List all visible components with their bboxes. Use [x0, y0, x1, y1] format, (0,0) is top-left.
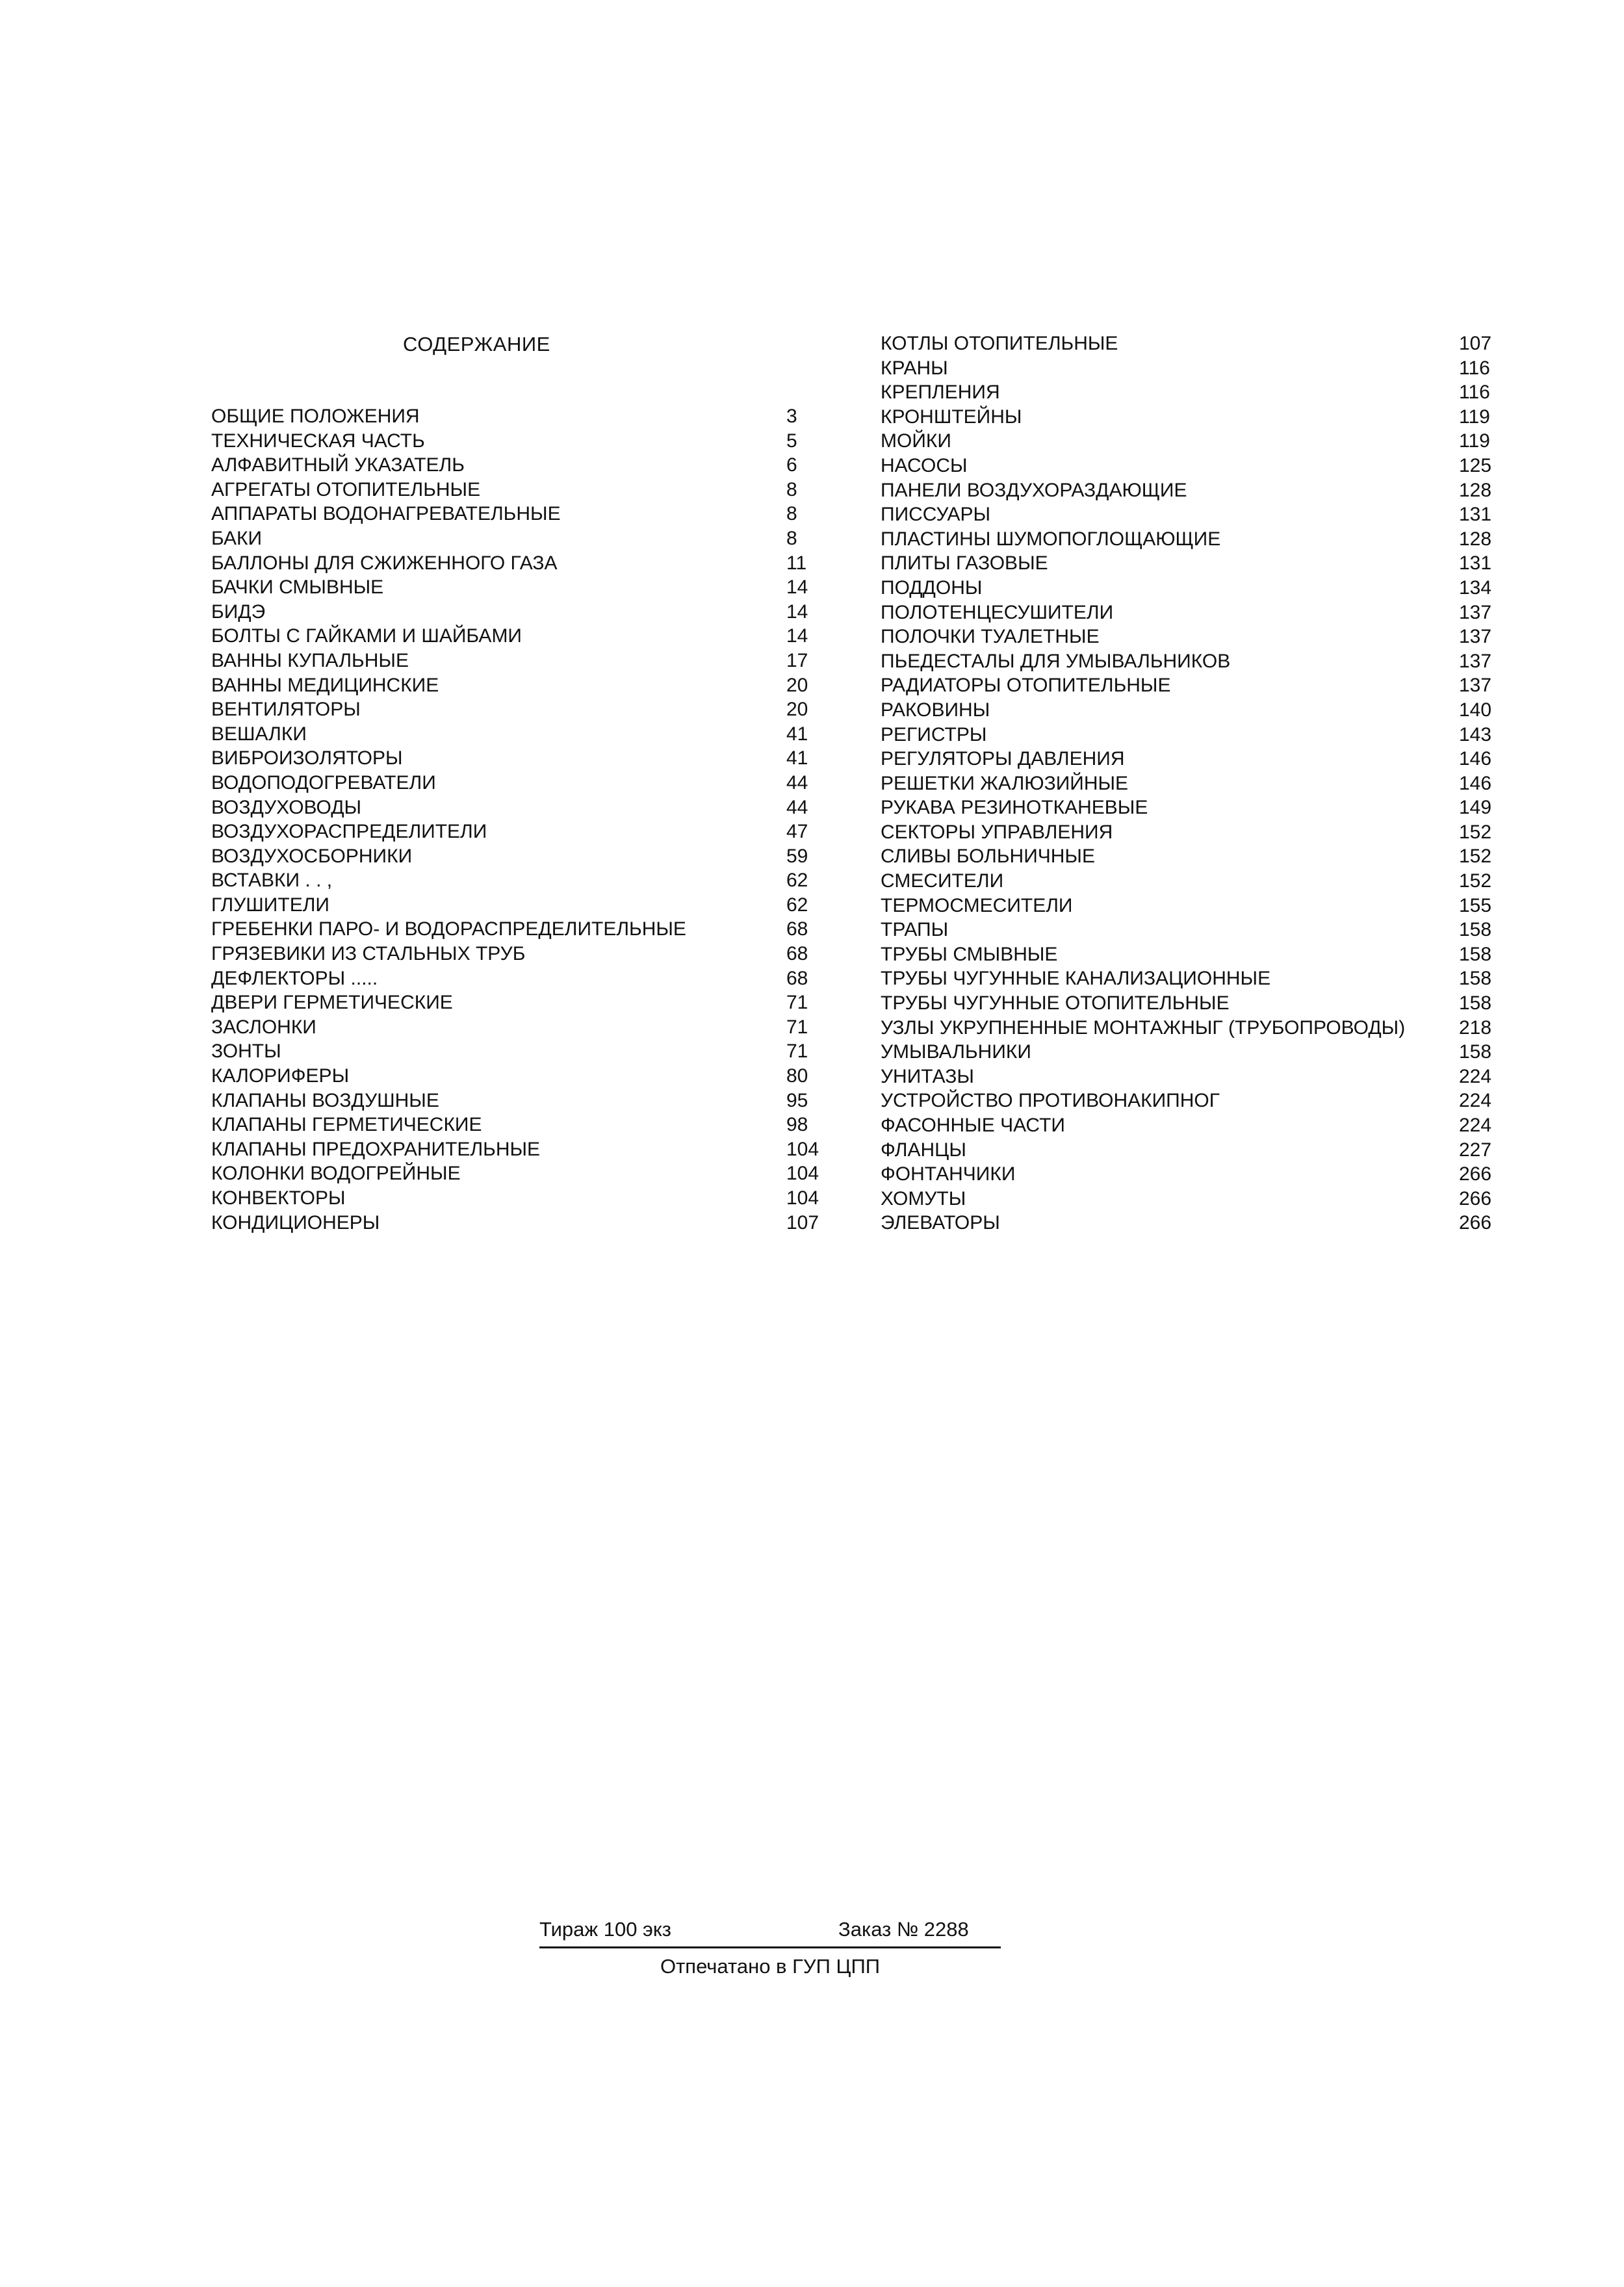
- toc-entry-title: КОЛОНКИ ВОДОГРЕЙНЫЕ: [211, 1163, 461, 1185]
- toc-entry-title: РАДИАТОРЫ ОТОПИТЕЛЬНЫЕ: [881, 675, 1171, 697]
- page-title: СОДЕРЖАНИЕ: [403, 333, 550, 355]
- toc-entry-page: 71: [786, 1016, 808, 1038]
- toc-entry: [211, 673, 835, 698]
- toc-entry-title: БАЧКИ СМЫВНЫЕ: [211, 576, 384, 599]
- toc-entry-page: 68: [786, 967, 808, 989]
- toc-entry-page: 98: [786, 1114, 808, 1136]
- toc-entry-page: 47: [786, 821, 808, 843]
- toc-right-column: [881, 331, 1498, 1235]
- toc-entry-page: 218: [1459, 1016, 1492, 1039]
- toc-entry: [881, 331, 1498, 356]
- toc-entry-title: ПОЛОЧКИ ТУАЛЕТНЫЕ: [881, 626, 1100, 648]
- toc-entry-title: ВСТАВКИ . . ,: [211, 870, 333, 892]
- toc-entry: [881, 1040, 1498, 1065]
- toc-entry-title: РУКАВА РЕЗИНОТКАНЕВЫЕ: [881, 797, 1148, 819]
- toc-entry-page: 266: [1459, 1187, 1492, 1209]
- toc-entry: [211, 966, 835, 991]
- toc-entry-title: ДЕФЛЕКТОРЫ .....: [211, 967, 378, 989]
- toc-entry-title: СМЕСИТЕЛИ: [881, 870, 1004, 892]
- toc-entry: [881, 576, 1498, 601]
- toc-entry: [881, 747, 1498, 771]
- toc-entry-title: ЗОНТЫ: [211, 1040, 281, 1063]
- toc-entry-title: КАЛОРИФЕРЫ: [211, 1065, 350, 1087]
- toc-entry-page: 41: [786, 723, 808, 745]
- toc-entry-page: 8: [786, 478, 797, 500]
- toc-entry: [211, 697, 835, 722]
- toc-entry: [211, 404, 835, 429]
- toc-entry-title: ОБЩИЕ ПОЛОЖЕНИЯ: [211, 406, 420, 427]
- toc-entry-page: 149: [1459, 797, 1492, 819]
- toc-entry: [881, 1065, 1498, 1089]
- toc-entry-page: 137: [1459, 626, 1492, 648]
- toc-entry-page: 224: [1459, 1090, 1492, 1112]
- toc-entry-title: ФАСОННЫЕ ЧАСТИ: [881, 1115, 1065, 1136]
- toc-entry-page: 143: [1459, 723, 1492, 745]
- toc-entry: [881, 698, 1498, 723]
- toc-entry-title: УНИТАЗЫ: [881, 1065, 974, 1087]
- toc-entry-title: БАЛЛОНЫ ДЛЯ СЖИЖЕННОГО ГАЗА: [211, 552, 558, 574]
- toc-entry-title: ТЕХНИЧЕСКАЯ ЧАСТЬ: [211, 430, 425, 452]
- toc-entry-page: 116: [1459, 381, 1490, 404]
- toc-entry-title: УМЫВАЛЬНИКИ: [881, 1041, 1031, 1063]
- toc-entry: [211, 600, 835, 625]
- toc-entry-page: 17: [786, 649, 808, 671]
- toc-entry: [211, 1089, 835, 1113]
- toc-entry-title: ПЛИТЫ ГАЗОВЫЕ: [881, 552, 1048, 575]
- toc-entry: [881, 918, 1498, 942]
- toc-entry-title: КОТЛЫ ОТОПИТЕЛЬНЫЕ: [881, 333, 1118, 354]
- toc-entry: [211, 1015, 835, 1040]
- toc-entry: [211, 844, 835, 869]
- toc-entry: [881, 894, 1498, 918]
- toc-entry-page: 125: [1459, 454, 1492, 476]
- toc-entry: [881, 1113, 1498, 1138]
- toc-entry: [211, 1064, 835, 1089]
- toc-entry: [881, 551, 1498, 576]
- toc-entry-title: ТРАПЫ: [881, 919, 949, 941]
- toc-entry-page: 224: [1459, 1115, 1492, 1136]
- toc-entry-page: 68: [786, 943, 808, 965]
- toc-entry-title: ВАННЫ МЕДИЦИНСКИЕ: [211, 674, 439, 696]
- toc-entry: [211, 771, 835, 795]
- toc-entry-title: ВОДОПОДОГРЕВАТЕЛИ: [211, 771, 436, 794]
- toc-entry-title: КРЕПЛЕНИЯ: [881, 381, 1000, 404]
- toc-entry-page: 134: [1459, 576, 1492, 599]
- toc-entry: [881, 502, 1498, 527]
- toc-entry-page: 68: [786, 918, 808, 940]
- toc-entry: [211, 942, 835, 966]
- toc-entry: [881, 405, 1498, 430]
- toc-entry: [211, 551, 835, 576]
- toc-entry-page: 71: [786, 1040, 808, 1063]
- toc-entry-page: 5: [786, 430, 797, 452]
- toc-entry-page: 20: [786, 699, 808, 721]
- toc-entry-page: 8: [786, 503, 797, 525]
- toc-entry-page: 266: [1459, 1163, 1492, 1185]
- imprint-row: [539, 1914, 1001, 1948]
- toc-entry: [211, 429, 835, 454]
- toc-entry: [211, 1113, 835, 1137]
- toc-entry: [881, 380, 1498, 405]
- toc-entry-title: СЕКТОРЫ УПРАВЛЕНИЯ: [881, 821, 1113, 843]
- toc-entry-title: ХОМУТЫ: [881, 1187, 966, 1209]
- toc-entry-title: ПАНЕЛИ ВОЗДУХОРАЗДАЮЩИЕ: [881, 479, 1187, 501]
- toc-entry: [211, 1161, 835, 1186]
- toc-entry: [211, 746, 835, 771]
- toc-entry-page: 131: [1459, 504, 1492, 526]
- toc-entry: [881, 527, 1498, 552]
- toc-entry: [881, 1138, 1498, 1163]
- toc-entry: [211, 917, 835, 942]
- toc-entry: [881, 991, 1498, 1016]
- toc-entry: [211, 649, 835, 673]
- toc-entry-page: 155: [1459, 894, 1492, 916]
- toc-entry: [881, 1187, 1498, 1211]
- toc-entry-page: 131: [1459, 552, 1492, 575]
- toc-entry: [881, 844, 1498, 869]
- toc-entry-title: ВОЗДУХОРАСПРЕДЕЛИТЕЛИ: [211, 821, 487, 843]
- toc-entry-title: КЛАПАНЫ ГЕРМЕТИЧЕСКИЕ: [211, 1114, 482, 1136]
- toc-entry-title: ВАННЫ КУПАЛЬНЫЕ: [211, 649, 409, 671]
- toc-entry-page: 44: [786, 771, 808, 794]
- toc-entry-title: РЕШЕТКИ ЖАЛЮЗИЙНЫЕ: [881, 772, 1129, 794]
- toc-entry-title: РЕГУЛЯТОРЫ ДАВЛЕНИЯ: [881, 748, 1125, 770]
- toc-entry: [211, 502, 835, 526]
- toc-entry-title: МОЙКИ: [881, 430, 951, 452]
- toc-entry-page: 227: [1459, 1139, 1492, 1161]
- toc-entry-title: КРОНШТЕЙНЫ: [881, 406, 1022, 428]
- toc-entry: [881, 673, 1498, 698]
- toc-entry-page: 71: [786, 992, 808, 1014]
- toc-entry: [881, 869, 1498, 894]
- toc-entry-page: 140: [1459, 699, 1492, 721]
- toc-entry-page: 41: [786, 747, 808, 769]
- toc-entry: [881, 966, 1498, 991]
- toc-entry-title: КЛАПАНЫ ПРЕДОХРАНИТЕЛЬНЫЕ: [211, 1138, 541, 1160]
- toc-entry-page: 158: [1459, 968, 1492, 990]
- toc-entry: [881, 723, 1498, 747]
- toc-entry-title: КОНВЕКТОРЫ: [211, 1187, 346, 1209]
- toc-entry: [211, 990, 835, 1015]
- toc-entry-title: ГРЯЗЕВИКИ ИЗ СТАЛЬНЫХ ТРУБ: [211, 943, 526, 965]
- toc-entry-page: 8: [786, 527, 797, 549]
- toc-entry-title: ТРУБЫ ЧУГУННЫЕ ОТОПИТЕЛЬНЫЕ: [881, 992, 1230, 1014]
- toc-entry: [881, 601, 1498, 625]
- toc-entry: [881, 771, 1498, 796]
- toc-entry-title: БИДЭ: [211, 601, 266, 623]
- toc-entry-title: КОНДИЦИОНЕРЫ: [211, 1211, 380, 1234]
- toc-entry-title: АГРЕГАТЫ ОТОПИТЕЛЬНЫЕ: [211, 478, 481, 500]
- toc-entry: [211, 1186, 835, 1211]
- toc-entry-title: НАСОСЫ: [881, 454, 968, 476]
- toc-entry-title: ПОДДОНЫ: [881, 576, 983, 599]
- toc-entry-page: 116: [1459, 357, 1490, 379]
- toc-entry: [211, 795, 835, 820]
- toc-entry-page: 158: [1459, 992, 1492, 1014]
- toc-entry: [881, 454, 1498, 478]
- toc-entry: [881, 1162, 1498, 1187]
- toc-entry: [881, 942, 1498, 967]
- toc-entry-page: 146: [1459, 772, 1492, 794]
- toc-entry-title: ПИССУАРЫ: [881, 504, 991, 526]
- toc-entry-page: 137: [1459, 601, 1492, 623]
- toc-entry-title: ПЬЕДЕСТАЛЫ ДЛЯ УМЫВАЛЬНИКОВ: [881, 650, 1231, 672]
- toc-entry-page: 152: [1459, 846, 1492, 868]
- imprint-block: [539, 1914, 1001, 1978]
- toc-entry-page: 104: [786, 1187, 819, 1209]
- toc-entry-title: ВОЗДУХОВОДЫ: [211, 796, 362, 818]
- toc-entry: [881, 1016, 1498, 1040]
- toc-entry-title: ВИБРОИЗОЛЯТОРЫ: [211, 747, 403, 769]
- toc-entry: [881, 478, 1498, 503]
- toc-entry: [211, 453, 835, 478]
- toc-entry: [881, 429, 1498, 454]
- toc-entry-title: ФОНТАНЧИКИ: [881, 1163, 1016, 1185]
- toc-entry-page: 146: [1459, 748, 1492, 770]
- toc-entry-title: РЕГИСТРЫ: [881, 723, 987, 745]
- toc-entry-page: 104: [786, 1163, 819, 1185]
- toc-entry: [211, 1039, 835, 1064]
- toc-entry-page: 14: [786, 576, 808, 599]
- toc-entry: [211, 624, 835, 649]
- toc-entry-page: 128: [1459, 479, 1492, 501]
- toc-entry-page: 137: [1459, 675, 1492, 697]
- toc-entry-title: ВОЗДУХОСБОРНИКИ: [211, 845, 413, 867]
- toc-entry-title: ВЕНТИЛЯТОРЫ: [211, 699, 361, 721]
- toc-entry-page: 119: [1459, 406, 1490, 428]
- toc-entry-page: 14: [786, 601, 808, 623]
- toc-entry-title: ГРЕБЕНКИ ПАРО- И ВОДОРАСПРЕДЕЛИТЕЛЬНЫЕ: [211, 918, 686, 940]
- toc-entry: [881, 1211, 1498, 1235]
- toc-entry-title: ТРУБЫ ЧУГУННЫЕ КАНАЛИЗАЦИОННЫЕ: [881, 968, 1271, 990]
- toc-entry-page: 59: [786, 845, 808, 867]
- toc-entry: [881, 820, 1498, 845]
- toc-entry: [881, 649, 1498, 674]
- toc-entry-page: 152: [1459, 870, 1492, 892]
- toc-entry: [211, 575, 835, 600]
- toc-entry-page: 224: [1459, 1065, 1492, 1087]
- toc-entry-page: 266: [1459, 1212, 1492, 1234]
- toc-entry-title: ДВЕРИ ГЕРМЕТИЧЕСКИЕ: [211, 992, 453, 1014]
- order-number: Заказ № 2288: [838, 1918, 969, 1941]
- toc-entry: [211, 1137, 835, 1162]
- toc-entry-page: 152: [1459, 821, 1492, 843]
- toc-entry: [881, 356, 1498, 381]
- toc-entry-page: 95: [786, 1089, 808, 1111]
- toc-entry-page: 119: [1459, 430, 1490, 452]
- toc-entry-title: УСТРОЙСТВО ПРОТИВОНАКИПНОГ: [881, 1090, 1220, 1112]
- toc-entry: [211, 722, 835, 747]
- toc-entry: [881, 795, 1498, 820]
- toc-entry-title: ПЛАСТИНЫ ШУМОПОГЛОЩАЮЩИЕ: [881, 528, 1221, 550]
- toc-entry-title: ТРУБЫ СМЫВНЫЕ: [881, 943, 1058, 965]
- toc-entry: [211, 1211, 835, 1235]
- toc-entry-title: ЭЛЕВАТОРЫ: [881, 1212, 1000, 1234]
- toc-entry-page: 158: [1459, 1041, 1492, 1063]
- toc-entry: [211, 868, 835, 893]
- toc-entry-page: 137: [1459, 650, 1492, 672]
- toc-entry-title: УЗЛЫ УКРУПНЕННЫЕ МОНТАЖНЫГ (ТРУБОПРОВОДЫ): [881, 1016, 1406, 1039]
- toc-entry-title: ТЕРМОСМЕСИТЕЛИ: [881, 894, 1073, 916]
- printed-at: Отпечатано в ГУП ЦПП: [660, 1955, 881, 1978]
- toc-entry-page: 20: [786, 674, 808, 696]
- toc-entry-title: ГЛУШИТЕЛИ: [211, 894, 329, 916]
- toc-entry-page: 80: [786, 1065, 808, 1087]
- toc-entry-title: ПОЛОТЕНЦЕСУШИТЕЛИ: [881, 601, 1114, 623]
- toc-entry-title: АППАРАТЫ ВОДОНАГРЕВАТЕЛЬНЫЕ: [211, 503, 561, 525]
- toc-entry-page: 62: [786, 894, 808, 916]
- toc-entry-title: БОЛТЫ С ГАЙКАМИ И ШАЙБАМИ: [211, 625, 522, 647]
- toc-entry: [211, 820, 835, 844]
- toc-entry-title: КЛАПАНЫ ВОЗДУШНЫЕ: [211, 1089, 439, 1111]
- toc-entry-page: 128: [1459, 528, 1492, 550]
- toc-entry: [881, 1089, 1498, 1113]
- toc-entry-page: 158: [1459, 919, 1492, 941]
- toc-entry-page: 104: [786, 1138, 819, 1160]
- toc-entry-title: КРАНЫ: [881, 357, 948, 379]
- toc-entry-title: БАКИ: [211, 527, 263, 549]
- toc-entry-title: ВЕШАЛКИ: [211, 723, 307, 745]
- toc-entry-title: ФЛАНЦЫ: [881, 1139, 966, 1161]
- toc-entry-page: 107: [786, 1211, 819, 1234]
- toc-entry-page: 62: [786, 870, 808, 892]
- toc-entry-title: РАКОВИНЫ: [881, 699, 990, 721]
- toc-entry-page: 158: [1459, 943, 1492, 965]
- toc-entry-title: СЛИВЫ БОЛЬНИЧНЫЕ: [881, 846, 1095, 868]
- toc-entry-page: 107: [1459, 333, 1492, 354]
- toc-entry-page: 6: [786, 454, 797, 476]
- toc-entry-title: АЛФАВИТНЫЙ УКАЗАТЕЛЬ: [211, 454, 465, 476]
- toc-entry: [211, 893, 835, 918]
- toc-entry-page: 11: [786, 552, 807, 574]
- print-run: Тираж 100 экз: [539, 1918, 671, 1941]
- toc-entry: [211, 526, 835, 551]
- toc-entry-page: 3: [786, 406, 797, 427]
- toc-entry-title: ЗАСЛОНКИ: [211, 1016, 316, 1038]
- toc-entry-page: 44: [786, 796, 808, 818]
- toc-entry: [881, 625, 1498, 649]
- toc-left-column: [211, 404, 835, 1235]
- toc-entry: [211, 478, 835, 502]
- toc-entry-page: 14: [786, 625, 808, 647]
